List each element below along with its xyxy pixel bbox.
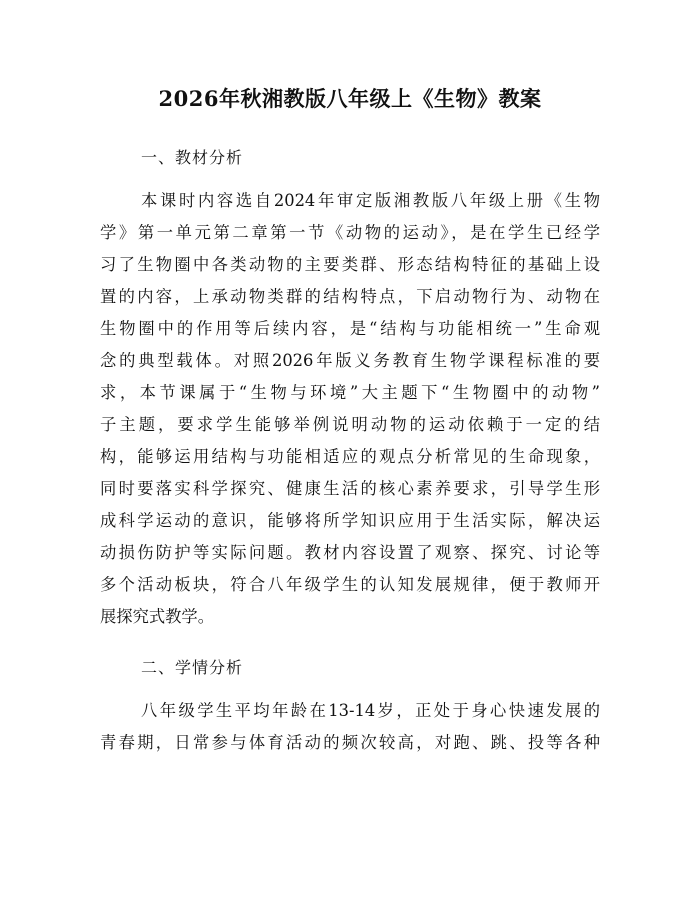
section-heading-student-analysis: 二、学情分析 xyxy=(141,658,244,677)
paragraph-line: 求，本节课属于“生物与环境”大主题下“生物圈中的动物” xyxy=(100,383,600,402)
paragraph-line: 念的典型载体。对照2026年版义务教育生物学课程标准的要 xyxy=(100,351,600,370)
paragraph-line: 动损伤防护等实际问题。教材内容设置了观察、探究、讨论等 xyxy=(100,543,600,562)
section-heading-teaching-material: 一、教材分析 xyxy=(141,148,244,167)
paragraph-line: 构，能够运用结构与功能相适应的观点分析常见的生命现象， xyxy=(100,447,600,466)
paragraph-line: 同时要落实科学探究、健康生活的核心素养要求，引导学生形 xyxy=(100,479,600,498)
paragraph-line: 本课时内容选自2024年审定版湘教版八年级上册《生物 xyxy=(141,191,600,210)
paragraph-line: 成科学运动的意识，能够将所学知识应用于生活实际，解决运 xyxy=(100,511,600,530)
paragraph-line: 展探究式教学。 xyxy=(100,607,214,626)
paragraph-line: 八年级学生平均年龄在13-14岁，正处于身心快速发展的 xyxy=(141,701,600,720)
paragraph-line: 习了生物圈中各类动物的主要类群、形态结构特征的基础上设 xyxy=(100,255,600,274)
paragraph-line: 学》第一单元第二章第一节《动物的运动》，是在学生已经学 xyxy=(100,223,600,242)
document-title: 2026年秋湘教版八年级上《生物》教案 xyxy=(158,86,542,111)
paragraph-line: 子主题，要求学生能够举例说明动物的运动依赖于一定的结 xyxy=(100,415,600,434)
paragraph-line: 多个活动板块，符合八年级学生的认知发展规律，便于教师开 xyxy=(100,575,600,594)
paragraph-line: 置的内容，上承动物类群的结构特点，下启动物行为、动物在 xyxy=(100,287,600,306)
paragraph-line: 青春期，日常参与体育活动的频次较高，对跑、跳、投等各种 xyxy=(100,733,600,752)
paragraph-line: 生物圈中的作用等后续内容，是“结构与功能相统一”生命观 xyxy=(100,319,600,338)
